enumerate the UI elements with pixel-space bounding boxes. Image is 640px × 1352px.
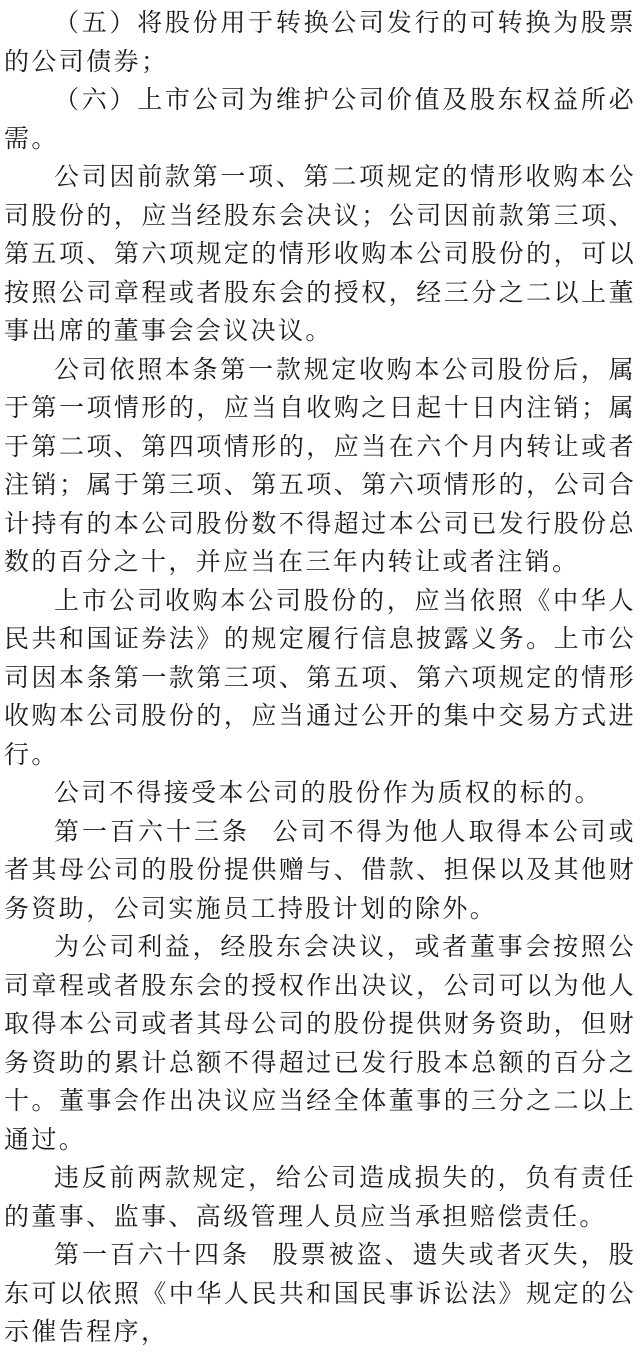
article-163 — [4, 813, 636, 929]
paragraph — [4, 1159, 636, 1236]
paragraph-text: （五）将股份用于转换公司发行的可转换为股票的公司债券； — [4, 8, 636, 76]
document-body — [4, 4, 636, 1352]
article-title: 第一百六十三条 — [54, 816, 250, 846]
paragraph-item-5 — [4, 4, 636, 81]
paragraph-text: 股票被盗、遗失或者灭失，股东可以依照《中华人民共和国民事诉讼法》规定的公示催告程序， — [4, 1240, 636, 1346]
paragraph — [4, 928, 636, 1159]
paragraph-text: 公司不得接受本公司的股份作为质权的标的。 — [54, 778, 603, 807]
article-164 — [4, 1236, 636, 1352]
article-title: 第一百六十四条 — [54, 1240, 250, 1269]
paragraph-text: 违反前两款规定，给公司造成损失的，负有责任的董事、监事、高级管理人员应当承担赔偿责任。 — [4, 1163, 636, 1231]
paragraph — [4, 774, 636, 813]
paragraph-text: 公司因前款第一项、第二项规定的情形收购本公司股份的，应当经股东会决议；公司因前款第三项、第五项、第六项规定的情形收购本公司股份的，可以按照公司章程或者股东会的授权，经三分之二以上董事出席的董事会会议决议。 — [4, 162, 636, 345]
paragraph — [4, 158, 636, 351]
paragraph — [4, 582, 636, 775]
paragraph-text: 公司不得为他人取得本公司或者其母公司的股份提供赠与、借款、担保以及其他财务资助，公司实施员工持股计划的除外。 — [4, 816, 636, 923]
paragraph-item-6 — [4, 81, 636, 158]
paragraph-text: 为公司利益，经股东会决议，或者董事会按照公司章程或者股东会的授权作出决议，公司可以为他人取得本公司或者其母公司的股份提供财务资助，但财务资助的累计总额不得超过已发行股本总额的百分之十。董事会作出决议应当经全体董事的三分之二以上通过。 — [4, 932, 636, 1154]
paragraph-text: 上市公司收购本公司股份的，应当依照《中华人民共和国证券法》的规定履行信息披露义务。上市公司因本条第一款第三项、第五项、第六项规定的情形收购本公司股份的，应当通过公开的集中交易方式进行。 — [4, 585, 636, 769]
paragraph-text: （六）上市公司为维护公司价值及股东权益所必需。 — [4, 85, 636, 153]
paragraph-text: 公司依照本条第一款规定收购本公司股份后，属于第一项情形的，应当自收购之日起十日内注销；属于第二项、第四项情形的，应当在六个月内转让或者注销；属于第三项、第五项、第六项情形的，公司合计持有的本公司股份数不得超过本公司已发行股份总数的百分之十，并应当在三年内转让或者注销。 — [4, 354, 636, 576]
paragraph — [4, 351, 636, 582]
